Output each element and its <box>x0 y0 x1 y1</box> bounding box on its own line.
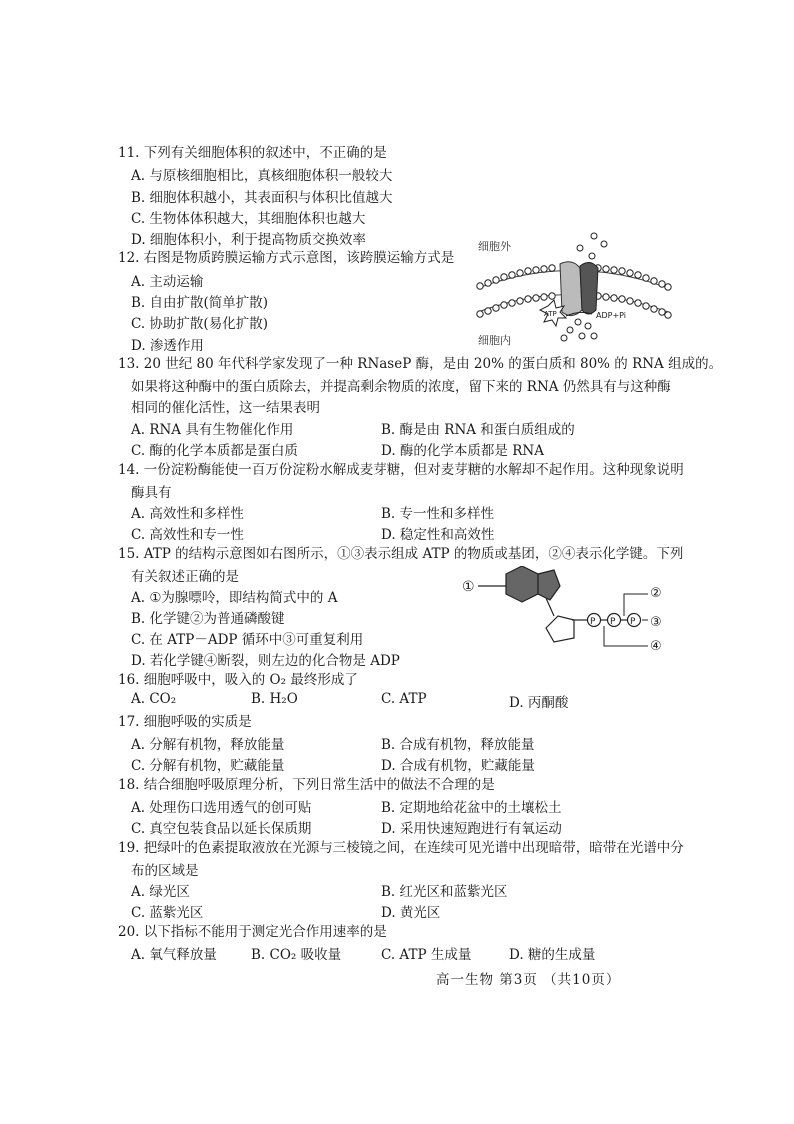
option-b: B. 自由扩散(简单扩散) <box>131 295 269 311</box>
page-footer: 高一生物 第3页 （共10页） <box>436 972 621 988</box>
option-c: C. 蓝紫光区 <box>131 905 204 921</box>
option-c: C. 在 ATP－ADP 循环中③可重复利用 <box>131 632 364 648</box>
question-stem: 18. 结合细胞呼吸原理分析，下列日常生活中的做法不合理的是 <box>118 777 495 793</box>
question-13 <box>118 354 722 375</box>
option-b: B. 化学键②为普通磷酸键 <box>131 611 285 627</box>
ribose-ring <box>546 616 574 642</box>
question-18 <box>118 775 495 796</box>
question-stem-line-1: 19. 把绿叶的色素提取液放在光源与三棱镜之间，在连续可见光谱中出现暗带，暗带在光谱中分 <box>118 840 684 856</box>
phosphate-label-1: P <box>590 617 596 627</box>
question-11 <box>118 143 387 164</box>
option-a: A. RNA 具有生物催化作用 <box>131 422 294 438</box>
option-d: D. 稳定性和高效性 <box>381 527 495 543</box>
question-16 <box>118 670 358 691</box>
option-a: A. 与原核细胞相比，真核细胞体积一般较大 <box>131 168 393 184</box>
option-a: A. 氧气释放量 <box>131 947 217 963</box>
option-c: C. 真空包装食品以延长保质期 <box>131 821 312 837</box>
question-19 <box>118 838 684 859</box>
option-c: C. ATP <box>381 691 427 707</box>
question-stem-line-1: 13. 20 世纪 80 年代科学家发现了一种 RNaseP 酶，是由 20% 的蛋白质和 80% 的 RNA 组成的。 <box>118 356 723 372</box>
option-c: C. 生物体体积越大，其细胞体积也越大 <box>131 211 366 227</box>
option-d: D. 酶的化学本质都是 RNA <box>381 443 544 459</box>
question-stem-line-1: 15. ATP 的结构示意图如右图所示，①③表示组成 ATP 的物质或基团，②④表示化学键。下列 <box>118 546 684 562</box>
atp-structure-figure <box>462 566 672 666</box>
option-a: A. 绿光区 <box>131 884 190 900</box>
outside-label: 细胞外 <box>478 240 511 253</box>
adp-label: ADP+Pi <box>596 311 627 320</box>
question-stem-line-2: 酶具有 <box>131 485 172 501</box>
question-12 <box>118 248 454 269</box>
label-1: ① <box>462 579 475 595</box>
option-a: A. 高效性和多样性 <box>131 506 244 522</box>
option-a: A. 主动运输 <box>131 274 204 290</box>
option-d: D. 渗透作用 <box>131 338 204 354</box>
option-d: D. 合成有机物，贮藏能量 <box>381 758 535 774</box>
option-b: B. 专一性和多样性 <box>381 506 495 522</box>
question-stem-line-2: 有关叙述正确的是 <box>131 569 239 585</box>
option-d: D. 丙酮酸 <box>509 695 569 711</box>
option-a: A. CO₂ <box>131 691 177 707</box>
option-c: C. 高效性和专一性 <box>131 527 244 543</box>
option-b: B. 酶是由 RNA 和蛋白质组成的 <box>381 422 575 438</box>
question-15 <box>118 544 683 565</box>
option-d: D. 采用快速短跑进行有氧运动 <box>381 821 562 837</box>
question-stem: 11. 下列有关细胞体积的叙述中，不正确的是 <box>118 145 387 161</box>
label-4: ④ <box>650 639 662 654</box>
option-b: B. 定期地给花盆中的土壤松土 <box>381 800 562 816</box>
option-c: C. ATP 生成量 <box>381 947 472 963</box>
phosphate-label-3: P <box>630 617 636 627</box>
carrier-protein-right <box>580 262 598 314</box>
question-20 <box>118 922 387 943</box>
question-stem: 20. 以下指标不能用于测定光合作用速率的是 <box>118 924 387 940</box>
option-c: C. 协助扩散(易化扩散) <box>131 316 268 332</box>
option-b: B. CO₂ 吸收量 <box>251 947 342 963</box>
question-stem-line-3: 相同的催化活性，这一结果表明 <box>131 400 320 416</box>
question-17 <box>118 712 252 733</box>
adenine-six-ring <box>506 566 538 602</box>
phosphate-label-2: P <box>610 617 616 627</box>
question-stem: 12. 右图是物质跨膜运输方式示意图，该跨膜运输方式是 <box>118 250 455 266</box>
question-stem: 17. 细胞呼吸的实质是 <box>118 714 252 730</box>
label-3: ③ <box>650 615 662 630</box>
option-a: A. ①为腺嘌呤，即结构简式中的 A <box>131 590 338 606</box>
option-d: D. 糖的生成量 <box>509 947 596 963</box>
option-a: A. 处理伤口选用透气的创可贴 <box>131 800 312 816</box>
option-a: A. 分解有机物，释放能量 <box>131 737 285 753</box>
question-stem: 16. 细胞呼吸中，吸入的 O₂ 最终形成了 <box>118 672 358 688</box>
question-stem-line-2: 如果将这种酶中的蛋白质除去，并提高剩余物质的浓度，留下来的 RNA 仍然具有与这种酶 <box>131 379 671 395</box>
inside-label: 细胞内 <box>478 334 511 347</box>
option-b: B. 红光区和蓝紫光区 <box>381 884 508 900</box>
membrane-transport-figure <box>468 228 678 348</box>
option-b: B. 合成有机物，释放能量 <box>381 737 535 753</box>
question-stem-line-2: 布的区域是 <box>131 863 199 879</box>
option-d: D. 黄光区 <box>381 905 441 921</box>
option-d: D. 若化学键④断裂，则左边的化合物是 ADP <box>131 653 400 669</box>
label-2: ② <box>650 586 662 601</box>
question-stem-line-1: 14. 一份淀粉酶能使一百万份淀粉水解成麦芽糖，但对麦芽糖的水解却不起作用。这种现象说明 <box>118 462 684 478</box>
option-b: B. 细胞体积越小，其表面积与体积比值越大 <box>131 190 393 206</box>
option-c: C. 分解有机物，贮藏能量 <box>131 758 285 774</box>
option-c: C. 酶的化学本质都是蛋白质 <box>131 443 298 459</box>
option-b: B. H₂O <box>251 691 298 707</box>
adenine-five-ring <box>538 570 560 600</box>
option-d: D. 细胞体积小，利于提高物质交换效率 <box>131 232 366 248</box>
question-14 <box>118 460 684 481</box>
atp-label: ATP <box>544 310 557 318</box>
